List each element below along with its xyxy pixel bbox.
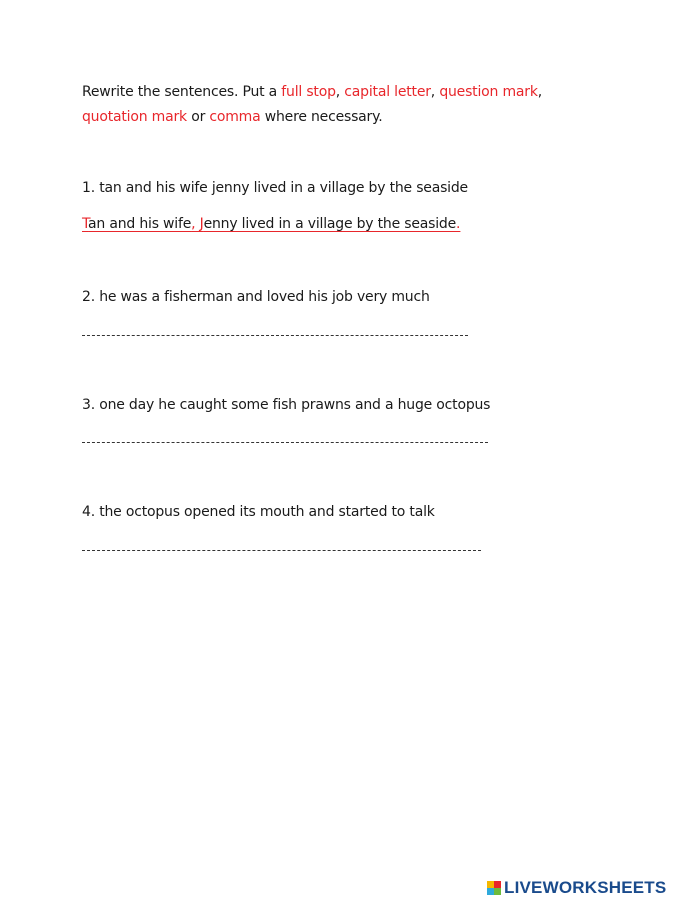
instructions-line-2	[82, 107, 382, 127]
keyword-full-stop: full stop	[281, 84, 336, 100]
instructions-line-1	[82, 82, 542, 102]
question-3: 3. one day he caught some fish prawns and a huge octopus	[82, 397, 491, 413]
keyword-question-mark: question mark	[439, 84, 538, 100]
liveworksheets-logo	[487, 879, 666, 897]
liveworksheets-brand-text: LIVEWORKSHEETS	[504, 878, 667, 897]
answer-part-1: an and his wife	[88, 216, 192, 232]
keyword-capital-letter: capital letter	[344, 84, 431, 100]
keyword-comma: comma	[209, 109, 261, 125]
example-answer	[82, 214, 460, 234]
liveworksheets-logo-icon	[487, 881, 501, 895]
separator: ,	[537, 84, 542, 100]
question-1: 1. tan and his wife jenny lived in a village by the seaside	[82, 180, 468, 196]
question-2: 2. he was a fisherman and loved his job very much	[82, 289, 430, 305]
answer-line-4[interactable]	[82, 550, 481, 551]
answer-line-3[interactable]	[82, 442, 488, 443]
or-text: or	[186, 109, 210, 125]
answer-capital-t: T	[82, 216, 89, 232]
answer-line-2[interactable]	[82, 335, 468, 336]
keyword-quotation-mark: quotation mark	[82, 109, 187, 125]
separator: ,	[335, 84, 345, 100]
separator: ,	[430, 84, 440, 100]
answer-part-2: enny lived in a village by the seaside	[203, 216, 457, 232]
instructions-prefix: Rewrite the sentences. Put a	[82, 84, 282, 100]
answer-comma-capital-j: , J	[191, 216, 204, 232]
answer-full-stop: .	[456, 216, 461, 232]
question-4: 4. the octopus opened its mouth and started to talk	[82, 504, 435, 520]
instructions-suffix: where necessary.	[260, 109, 383, 125]
